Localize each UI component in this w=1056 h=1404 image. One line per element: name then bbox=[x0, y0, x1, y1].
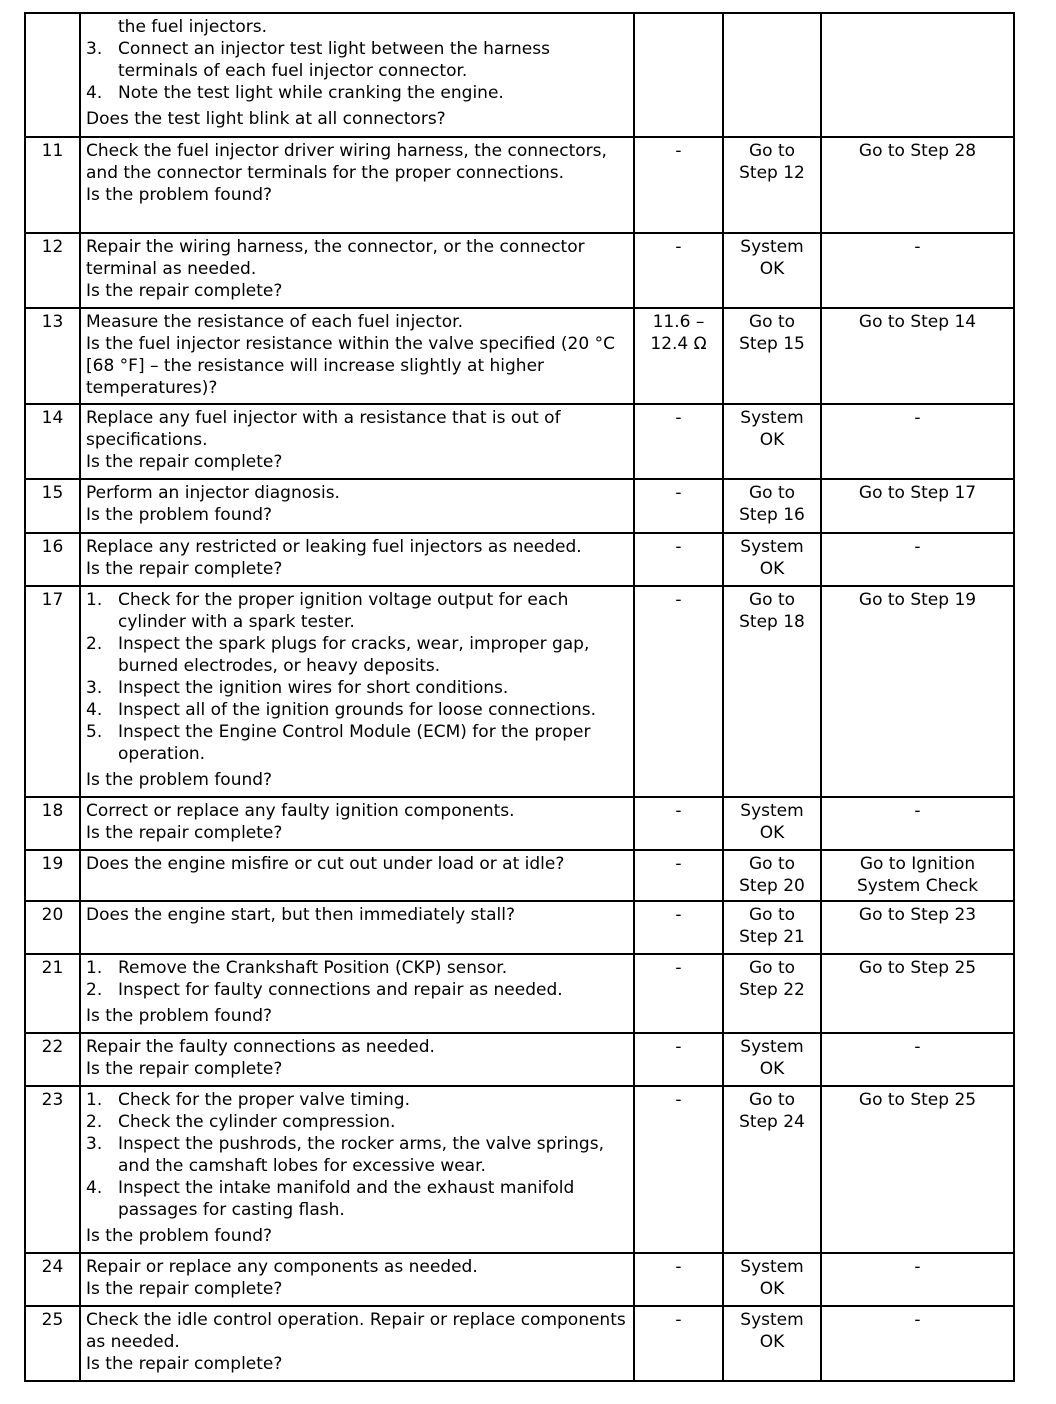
continued-text: the fuel injectors. bbox=[118, 17, 267, 37]
value-cell: - bbox=[634, 533, 723, 586]
step-number: 14 bbox=[25, 404, 80, 479]
no-action: - bbox=[821, 404, 1014, 479]
no-action: Go to Step 28 bbox=[821, 137, 1014, 233]
list-item bbox=[86, 82, 628, 104]
list-number: 4. bbox=[86, 700, 103, 720]
question-text: Is the repair complete? bbox=[86, 1059, 283, 1079]
no-action: - bbox=[821, 1306, 1014, 1381]
action-text: Repair the wiring harness, the connector, or the connector terminal as needed. bbox=[86, 237, 585, 279]
action-list bbox=[86, 589, 628, 765]
list-text: Note the test light while cranking the engine. bbox=[118, 83, 504, 103]
question-text: Is the repair complete? bbox=[86, 559, 283, 579]
yes-action: Go to Step 12 bbox=[723, 137, 821, 233]
list-number: 2. bbox=[86, 1112, 103, 1132]
yes-action: System OK bbox=[723, 797, 821, 850]
step-number: 13 bbox=[25, 308, 80, 404]
step-number: 24 bbox=[25, 1253, 80, 1306]
action-text: Replace any restricted or leaking fuel injectors as needed. bbox=[86, 537, 582, 557]
yes-action: System OK bbox=[723, 404, 821, 479]
no-action: Go to Step 14 bbox=[821, 308, 1014, 404]
table-row bbox=[25, 137, 1014, 233]
question-text: Is the problem found? bbox=[86, 770, 273, 790]
step-number: 23 bbox=[25, 1086, 80, 1253]
value-cell: - bbox=[634, 586, 723, 797]
question-text: Is the fuel injector resistance within the valve specified (20 °C [68 °F] – the resistance will increase slightly at higher temperatures)? bbox=[86, 334, 615, 398]
list-text: Inspect the pushrods, the rocker arms, the valve springs, and the camshaft lobes for excessive wear. bbox=[118, 1134, 604, 1176]
step-number: 20 bbox=[25, 901, 80, 954]
value-cell: - bbox=[634, 1033, 723, 1086]
list-text: Inspect the Engine Control Module (ECM) for the proper operation. bbox=[118, 722, 591, 764]
step-number: 17 bbox=[25, 586, 80, 797]
action-cell bbox=[80, 308, 634, 404]
step-number: 16 bbox=[25, 533, 80, 586]
action-cell bbox=[80, 1306, 634, 1381]
diagnostic-table-body bbox=[25, 13, 1014, 1381]
no-action: Go to Ignition System Check bbox=[821, 850, 1014, 901]
table-row-continued bbox=[25, 13, 1014, 137]
question-text: Is the repair complete? bbox=[86, 823, 283, 843]
list-text: Inspect all of the ignition grounds for loose connections. bbox=[118, 700, 597, 720]
list-text: Remove the Crankshaft Position (CKP) sensor. bbox=[118, 958, 508, 978]
list-text: Inspect the intake manifold and the exhaust manifold passages for casting flash. bbox=[118, 1178, 575, 1220]
yes-action: System OK bbox=[723, 1253, 821, 1306]
step-number: 11 bbox=[25, 137, 80, 233]
value-cell: - bbox=[634, 233, 723, 308]
table-row bbox=[25, 1253, 1014, 1306]
list-item bbox=[86, 1111, 628, 1133]
list-number: 1. bbox=[86, 590, 103, 610]
yes-action: Go to Step 15 bbox=[723, 308, 821, 404]
step-number: 21 bbox=[25, 954, 80, 1033]
step-number: 15 bbox=[25, 479, 80, 533]
question-text: Is the problem found? bbox=[86, 505, 273, 525]
list-number: 1. bbox=[86, 1090, 103, 1110]
action-text: Correct or replace any faulty ignition components. bbox=[86, 801, 515, 821]
list-item bbox=[86, 979, 628, 1001]
list-item bbox=[86, 1133, 628, 1177]
table-row bbox=[25, 1306, 1014, 1381]
list-item bbox=[86, 699, 628, 721]
question-text: Is the repair complete? bbox=[86, 452, 283, 472]
yes-cell bbox=[723, 13, 821, 137]
action-cell bbox=[80, 797, 634, 850]
table-row bbox=[25, 1033, 1014, 1086]
yes-action: Go to Step 24 bbox=[723, 1086, 821, 1253]
action-text: Measure the resistance of each fuel injector. bbox=[86, 312, 463, 332]
list-number: 3. bbox=[86, 39, 103, 59]
question-text: Is the problem found? bbox=[86, 1006, 273, 1026]
list-item bbox=[86, 677, 628, 699]
yes-action: System OK bbox=[723, 533, 821, 586]
value-cell: - bbox=[634, 1306, 723, 1381]
action-cell bbox=[80, 233, 634, 308]
action-text: Perform an injector diagnosis. bbox=[86, 483, 340, 503]
list-text: Check for the proper valve timing. bbox=[118, 1090, 410, 1110]
step-number: 12 bbox=[25, 233, 80, 308]
value-cell bbox=[634, 13, 723, 137]
action-text: Repair the faulty connections as needed. bbox=[86, 1037, 435, 1057]
no-action: - bbox=[821, 533, 1014, 586]
no-action: Go to Step 23 bbox=[821, 901, 1014, 954]
action-cell bbox=[80, 850, 634, 901]
value-cell: - bbox=[634, 850, 723, 901]
yes-action: Go to Step 18 bbox=[723, 586, 821, 797]
question-text: Is the repair complete? bbox=[86, 281, 283, 301]
table-row bbox=[25, 479, 1014, 533]
no-action: Go to Step 19 bbox=[821, 586, 1014, 797]
yes-action: System OK bbox=[723, 1033, 821, 1086]
table-row bbox=[25, 233, 1014, 308]
value-cell: - bbox=[634, 479, 723, 533]
list-text: Inspect the ignition wires for short conditions. bbox=[118, 678, 509, 698]
list-number: 5. bbox=[86, 722, 103, 742]
continued-list bbox=[86, 38, 628, 104]
step-cell bbox=[25, 13, 80, 137]
no-action: - bbox=[821, 233, 1014, 308]
no-action: - bbox=[821, 797, 1014, 850]
action-list bbox=[86, 957, 628, 1001]
question-text: Is the problem found? bbox=[86, 1226, 273, 1246]
yes-action: Go to Step 20 bbox=[723, 850, 821, 901]
action-cell bbox=[80, 479, 634, 533]
action-cell bbox=[80, 137, 634, 233]
action-text: Does the engine start, but then immediately stall? bbox=[86, 905, 515, 925]
question-text: Does the test light blink at all connectors? bbox=[86, 109, 446, 129]
list-number: 2. bbox=[86, 634, 103, 654]
table-row bbox=[25, 954, 1014, 1033]
action-text: Check the fuel injector driver wiring harness, the connectors, and the connector terminals for the proper connections. bbox=[86, 141, 607, 183]
list-number: 4. bbox=[86, 1178, 103, 1198]
step-number: 25 bbox=[25, 1306, 80, 1381]
step-number: 18 bbox=[25, 797, 80, 850]
table-row bbox=[25, 586, 1014, 797]
list-item bbox=[86, 38, 628, 82]
diagnostic-table bbox=[24, 12, 1015, 1382]
table-row bbox=[25, 1086, 1014, 1253]
action-cell bbox=[80, 954, 634, 1033]
step-number: 19 bbox=[25, 850, 80, 901]
list-number: 2. bbox=[86, 980, 103, 1000]
value-cell: - bbox=[634, 797, 723, 850]
action-cell bbox=[80, 1086, 634, 1253]
question-text: Is the problem found? bbox=[86, 185, 273, 205]
table-row bbox=[25, 850, 1014, 901]
action-cell bbox=[80, 586, 634, 797]
action-cell bbox=[80, 1033, 634, 1086]
action-cell bbox=[80, 404, 634, 479]
no-action: Go to Step 25 bbox=[821, 954, 1014, 1033]
table-row bbox=[25, 533, 1014, 586]
list-number: 4. bbox=[86, 83, 103, 103]
action-cell bbox=[80, 533, 634, 586]
list-item bbox=[86, 721, 628, 765]
no-cell bbox=[821, 13, 1014, 137]
step-number: 22 bbox=[25, 1033, 80, 1086]
question-text: Is the repair complete? bbox=[86, 1279, 283, 1299]
yes-action: System OK bbox=[723, 1306, 821, 1381]
value-cell: - bbox=[634, 1086, 723, 1253]
list-number: 1. bbox=[86, 958, 103, 978]
yes-action: Go to Step 22 bbox=[723, 954, 821, 1033]
value-cell: - bbox=[634, 404, 723, 479]
list-text: Check for the proper ignition voltage output for each cylinder with a spark tester. bbox=[118, 590, 569, 632]
action-text: Replace any fuel injector with a resistance that is out of specifications. bbox=[86, 408, 561, 450]
list-text: Connect an injector test light between the harness terminals of each fuel injector connector. bbox=[118, 39, 550, 81]
no-action: - bbox=[821, 1033, 1014, 1086]
value-cell: 11.6 – 12.4 Ω bbox=[634, 308, 723, 404]
list-item bbox=[86, 1177, 628, 1221]
list-number: 3. bbox=[86, 678, 103, 698]
list-item bbox=[86, 633, 628, 677]
yes-action: System OK bbox=[723, 233, 821, 308]
list-item bbox=[86, 589, 628, 633]
table-row bbox=[25, 308, 1014, 404]
yes-action: Go to Step 21 bbox=[723, 901, 821, 954]
no-action: Go to Step 25 bbox=[821, 1086, 1014, 1253]
action-text: Repair or replace any components as needed. bbox=[86, 1257, 478, 1277]
action-text: Does the engine misfire or cut out under load or at idle? bbox=[86, 854, 565, 874]
table-row bbox=[25, 901, 1014, 954]
table-row bbox=[25, 797, 1014, 850]
value-cell: - bbox=[634, 137, 723, 233]
list-item bbox=[86, 957, 628, 979]
action-cell bbox=[80, 1253, 634, 1306]
list-text: Inspect for faulty connections and repair as needed. bbox=[118, 980, 563, 1000]
action-cell bbox=[80, 901, 634, 954]
action-cell bbox=[80, 13, 634, 137]
value-cell: - bbox=[634, 954, 723, 1033]
list-number: 3. bbox=[86, 1134, 103, 1154]
action-list bbox=[86, 1089, 628, 1221]
no-action: Go to Step 17 bbox=[821, 479, 1014, 533]
question-text: Is the repair complete? bbox=[86, 1354, 283, 1374]
action-text: Check the idle control operation. Repair or replace components as needed. bbox=[86, 1310, 626, 1352]
list-item bbox=[86, 1089, 628, 1111]
no-action: - bbox=[821, 1253, 1014, 1306]
value-cell: - bbox=[634, 1253, 723, 1306]
value-cell: - bbox=[634, 901, 723, 954]
yes-action: Go to Step 16 bbox=[723, 479, 821, 533]
table-row bbox=[25, 404, 1014, 479]
list-text: Inspect the spark plugs for cracks, wear, improper gap, burned electrodes, or heavy deposits. bbox=[118, 634, 590, 676]
list-text: Check the cylinder compression. bbox=[118, 1112, 396, 1132]
